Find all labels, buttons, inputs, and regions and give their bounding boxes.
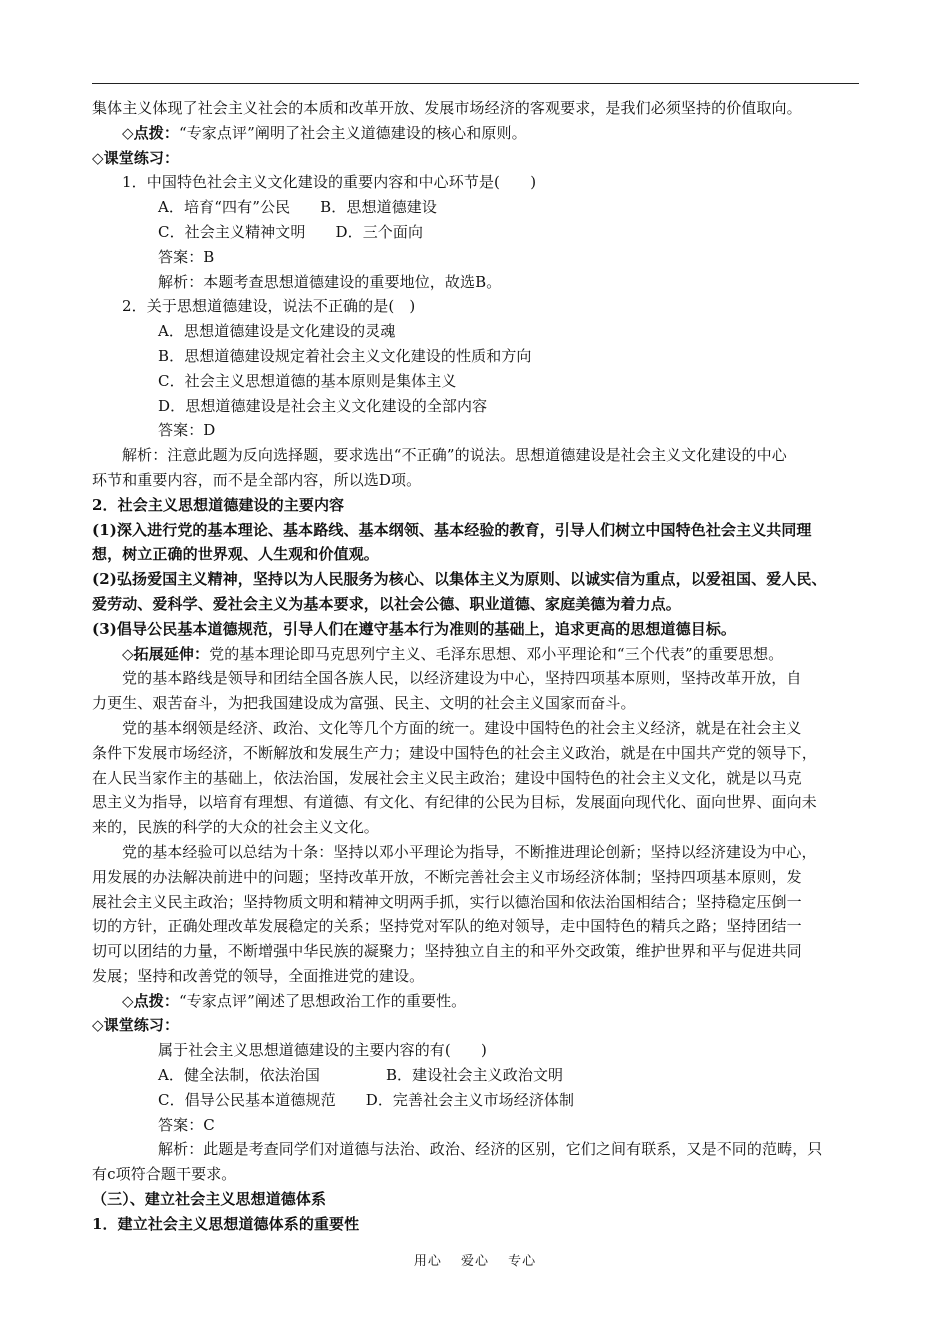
option-a: A．健全法制，依法治国 bbox=[158, 1066, 320, 1085]
option-a: A．培育“四有”公民 bbox=[158, 198, 291, 217]
section-heading: ◇课堂练习： bbox=[92, 1016, 180, 1035]
option-b: B．思想道德建设 bbox=[320, 198, 437, 217]
option-c: C．社会主义思想道德的基本原则是集体主义 bbox=[158, 371, 457, 390]
text-line: 发展；坚持和改善党的领导，全面推进党的建设。 bbox=[92, 966, 425, 985]
bold-line: (2)弘扬爱国主义精神，坚持以为人民服务为核心、以集体主义为原则、以诚实信为重点，以爱祖国、爱人民、 bbox=[92, 570, 827, 589]
option-row bbox=[92, 220, 867, 245]
bold-line: 想，树立正确的世界观、人生观和价值观。 bbox=[92, 545, 379, 564]
option-a: A．思想道德建设是文化建设的灵魂 bbox=[158, 322, 396, 341]
tip-text: “专家点评”阐述了思想政治工作的重要性。 bbox=[178, 991, 467, 1010]
option-row bbox=[92, 1063, 867, 1088]
text-line: 集体主义体现了社会主义社会的本质和改革开放、发展市场经济的客观要求，是我们必须坚持的价值取向。 bbox=[92, 99, 802, 117]
section-heading: （三）、建立社会主义思想道德体系 bbox=[92, 1190, 327, 1209]
option-d: D．三个面向 bbox=[335, 222, 424, 241]
tip-label: ◇点拨： bbox=[122, 123, 179, 142]
footer-word: 爱心 bbox=[460, 1254, 489, 1269]
option-b: B．建设社会主义政治文明 bbox=[385, 1066, 564, 1085]
option-c: C．倡导公民基本道德规范 bbox=[158, 1090, 336, 1109]
bold-line: 爱劳动、爱科学、爱社会主义为基本要求，以社会公德、职业道德、家庭美德为着力点。 bbox=[92, 594, 681, 613]
answer-line: 答案：B bbox=[158, 247, 215, 266]
text-line: 在人民当家作主的基础上，依法治国，发展社会主义民主政治；建设中国特色的社会主义文化，就是以马克 bbox=[92, 768, 802, 787]
text-line: 切的方针，正确处理改革发展稳定的关系；坚持党对军队的绝对领导，走中国特色的精兵之路；坚持团结一 bbox=[92, 917, 802, 936]
question-stem: 属于社会主义思想道德建设的主要内容的有( ) bbox=[158, 1041, 488, 1060]
analysis-line: 解析：本题考查思想道德建设的重要地位，故选B。 bbox=[158, 272, 502, 291]
text-line: 思主义为指导，以培育有理想、有道德、有文化、有纪律的公民为目标，发展面向现代化、面向世界、面向未 bbox=[92, 793, 817, 812]
tip-line bbox=[92, 989, 867, 1014]
text-line: 切可以团结的力量，不断增强中华民族的凝聚力；坚持独立自主的和平外交政策，维护世界和平与促进共同 bbox=[92, 942, 802, 961]
bold-line: (1)深入进行党的基本理论、基本路线、基本纲领、基本经验的教育，引导人们树立中国特色社会主义共同理 bbox=[92, 520, 812, 539]
option-row bbox=[92, 1088, 867, 1113]
page-footer bbox=[0, 1250, 950, 1269]
section-heading: 1．建立社会主义思想道德体系的重要性 bbox=[92, 1214, 360, 1233]
question-stem: 2．关于思想道德建设，说法不正确的是( ) bbox=[122, 297, 416, 316]
answer-line: 答案：C bbox=[158, 1115, 215, 1134]
answer-line: 答案：D bbox=[158, 421, 216, 440]
text-line: 来的，民族的科学的大众的社会主义文化。 bbox=[92, 818, 379, 837]
tip-line bbox=[92, 121, 867, 146]
text-line: 条件下发展市场经济，不断解放和发展生产力；建设中国特色的社会主义政治，就是在中国共产党的领导下， bbox=[92, 743, 817, 762]
tip-text: “专家点评”阐明了社会主义道德建设的核心和原则。 bbox=[178, 123, 527, 142]
option-d: D．完善社会主义市场经济体制 bbox=[365, 1090, 575, 1109]
option-d: D．思想道德建设是社会主义文化建设的全部内容 bbox=[158, 396, 488, 415]
question-stem: 1．中国特色社会主义文化建设的重要内容和中心环节是( ) bbox=[122, 173, 537, 192]
text-line: 力更生、艰苦奋斗，为把我国建设成为富强、民主、文明的社会主义国家而奋斗。 bbox=[92, 694, 636, 713]
bold-line: (3)倡导公民基本道德规范，引导人们在遵守基本行为准则的基础上，追求更高的思想道德目标。 bbox=[92, 619, 737, 638]
section-heading: 2．社会主义思想道德建设的主要内容 bbox=[92, 495, 345, 514]
analysis-line: 解析：注意此题为反向选择题，要求选出“不正确”的说法。思想道德建设是社会主义文化建设的中心 bbox=[122, 446, 787, 465]
analysis-line: 解析：此题是考查同学们对道德与法治、政治、经济的区别，它们之间有联系，又是不同的范畴，只 bbox=[158, 1140, 823, 1159]
option-c: C．社会主义精神文明 bbox=[158, 222, 306, 241]
analysis-line: 有c项符合题干要求。 bbox=[92, 1165, 237, 1184]
text-line: 党的基本经验可以总结为十条：坚持以邓小平理论为指导，不断推进理论创新；坚持以经济建设为中心， bbox=[122, 842, 817, 861]
text-line: 展社会主义民主政治；坚持物质文明和精神文明两手抓，实行以德治国和依法治国相结合；坚持稳定压倒一 bbox=[92, 892, 802, 911]
text-line: 党的基本路线是领导和团结全国各族人民，以经济建设为中心，坚持四项基本原则，坚持改革开放，自 bbox=[122, 669, 802, 688]
extension-text: 党的基本理论即马克思列宁主义、毛泽东思想、邓小平理论和“三个代表”的重要思想。 bbox=[209, 644, 784, 663]
footer-word: 专心 bbox=[508, 1254, 537, 1269]
option-row bbox=[92, 195, 867, 220]
header-rule bbox=[92, 83, 859, 84]
tip-label: ◇点拨： bbox=[122, 991, 179, 1010]
extension-label: ◇拓展延伸： bbox=[122, 644, 210, 663]
option-b: B．思想道德建设规定着社会主义文化建设的性质和方向 bbox=[158, 346, 532, 365]
text-line: 用发展的办法解决前进中的问题；坚持改革开放，不断完善社会主义市场经济体制；坚持四项基本原则，发 bbox=[92, 867, 802, 886]
text-line: 党的基本纲领是经济、政治、文化等几个方面的统一。建设中国特色的社会主义经济，就是在社会主义 bbox=[122, 718, 802, 737]
analysis-line: 环节和重要内容，而不是全部内容，所以选D项。 bbox=[92, 470, 422, 489]
document-body bbox=[92, 96, 867, 1237]
extension-line bbox=[92, 642, 867, 667]
footer-word: 用心 bbox=[413, 1254, 442, 1269]
section-heading: ◇课堂练习： bbox=[92, 148, 180, 167]
